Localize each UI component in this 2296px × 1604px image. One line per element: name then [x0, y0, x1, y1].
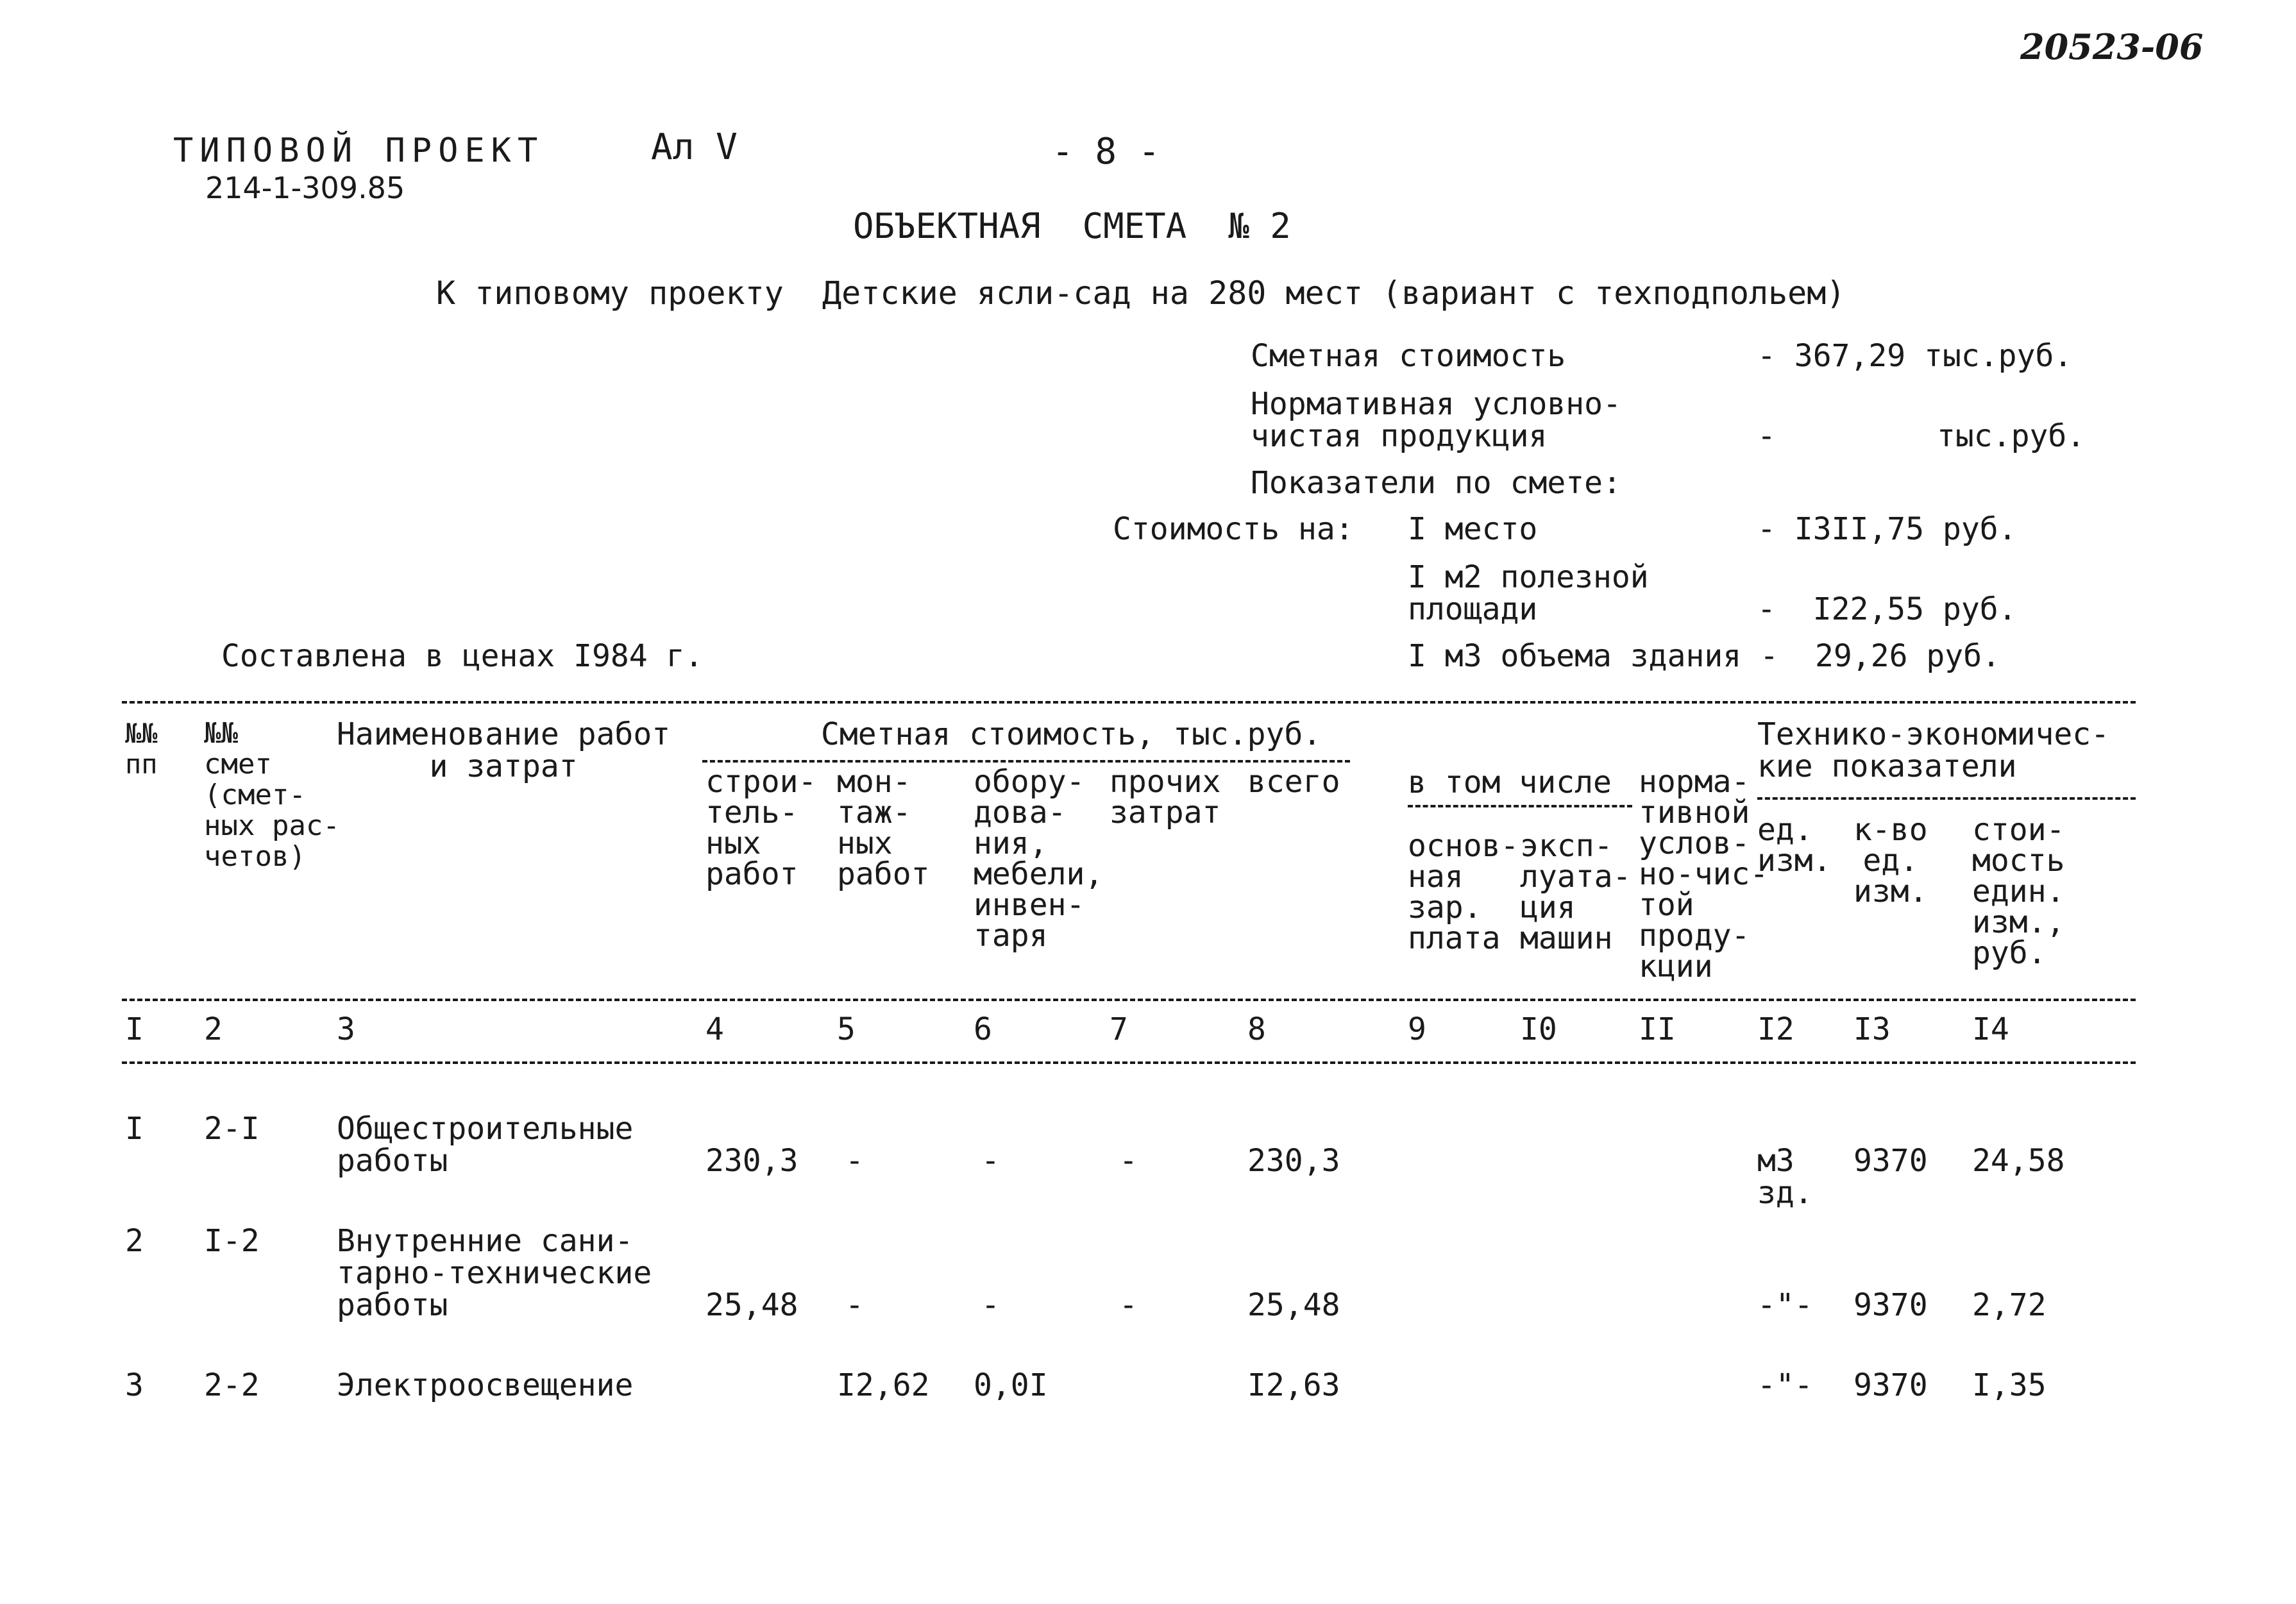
row1-c6: -: [981, 1143, 1000, 1179]
row3-c1: 3: [125, 1367, 144, 1403]
colnum-5: 5: [837, 1011, 856, 1047]
row1-c13: 9370: [1853, 1143, 1928, 1179]
row2-c1: 2: [125, 1223, 144, 1259]
row3-c13: 9370: [1853, 1367, 1928, 1403]
estimated-cost-value: - 367,29 тыс.руб.: [1757, 338, 2073, 374]
row2-c3: Внутренние сани- тарно-технические работы: [337, 1223, 652, 1323]
document-subtitle: К типовому проекту Детские ясли-сад на 280 мест (вариант с техподпольем): [436, 274, 1846, 312]
colnum-14: I4: [1972, 1011, 2009, 1047]
row1-c5: -: [845, 1143, 864, 1179]
per-place-label: I место: [1408, 511, 1538, 547]
colnum-bottom-rule: [122, 1061, 2136, 1064]
header-col7: прочих затрат: [1110, 764, 1221, 831]
per-m2-label: I м2 полезной площади: [1408, 559, 1649, 627]
estimated-cost-label: Сметная стоимость: [1251, 338, 1566, 374]
row2-c13: 9370: [1853, 1287, 1928, 1323]
tech-group-rule: [1757, 797, 2136, 800]
row2-c12: -"-: [1757, 1287, 1813, 1323]
colnum-8: 8: [1247, 1011, 1266, 1047]
row1-c4: 230,3: [705, 1143, 798, 1179]
header-col2: №№ смет (смет- ных рас- четов): [204, 717, 340, 873]
colnum-7: 7: [1110, 1011, 1128, 1047]
row2-c7: -: [1119, 1287, 1138, 1323]
colnum-11: II: [1639, 1011, 1676, 1047]
row3-c14: I,35: [1972, 1367, 2047, 1403]
row3-c5: I2,62: [837, 1367, 930, 1403]
row1-c7: -: [1119, 1143, 1138, 1179]
normative-dash: -: [1757, 418, 1776, 454]
page-number: - 8 -: [1052, 131, 1160, 173]
row1-c2: 2-I: [204, 1111, 260, 1147]
row3-c8: I2,63: [1247, 1367, 1340, 1403]
indicators-label: Показатели по смете:: [1251, 465, 1621, 501]
colnum-6: 6: [974, 1011, 992, 1047]
header-col1: №№ пп: [125, 718, 158, 780]
header-group-tech: Технико-экономичес- кие показатели: [1757, 716, 2110, 784]
colnum-9: 9: [1408, 1011, 1426, 1047]
header-col6: обору- дова- ния, мебели, инвен- таря: [974, 764, 1104, 954]
header-col10: эксп- луата- ция машин: [1520, 828, 1632, 956]
project-label: ТИПОВОЙ ПРОЕКТ: [173, 131, 544, 170]
header-col12: ед. изм.: [1757, 812, 1832, 879]
colnum-12: I2: [1757, 1011, 1794, 1047]
colnum-13: I3: [1853, 1011, 1891, 1047]
row3-c12: -"-: [1757, 1367, 1813, 1403]
row1-c3: Общестроительные работы: [337, 1111, 634, 1179]
row1-c1: I: [125, 1111, 144, 1147]
cost-group-rule: [702, 760, 1350, 763]
row2-c4: 25,48: [705, 1287, 798, 1323]
header-col14: стои- мость един. изм., руб.: [1972, 812, 2065, 971]
corner-code: 20523-06: [2020, 26, 2204, 67]
cost-per-label: Стоимость на:: [1113, 511, 1354, 547]
per-m3-value: 29,26 руб.: [1815, 638, 2000, 674]
header-col13: к-во ед. изм.: [1853, 812, 1928, 909]
per-m2-value: - I22,55 руб.: [1757, 591, 2017, 627]
normative-unit: тыс.руб.: [1937, 418, 2086, 454]
row2-c14: 2,72: [1972, 1287, 2047, 1323]
colnum-10: I0: [1520, 1011, 1557, 1047]
row3-c3: Электроосвещение: [337, 1367, 634, 1403]
document-title: ОБЪЕКТНАЯ СМЕТА № 2: [853, 206, 1291, 246]
per-place-value: - I3II,75 руб.: [1757, 511, 2017, 547]
per-m3-label: I м3 объема здания -: [1408, 638, 1778, 674]
colnum-2: 2: [204, 1011, 223, 1047]
row2-c5: -: [845, 1287, 864, 1323]
normative-label: Нормативная условно- чистая продукция: [1251, 386, 1621, 454]
header-bottom-rule: [122, 999, 2136, 1001]
header-group-cost: Сметная стоимость, тыс.руб.: [821, 716, 1322, 752]
header-col3: Наименование работ и затрат: [337, 716, 671, 784]
table-top-rule: [122, 701, 2136, 704]
project-number: 214-1-309.85: [205, 171, 405, 205]
header-group-incl: в том числе: [1408, 764, 1612, 800]
header-col8: всего: [1247, 764, 1340, 800]
header-col9: основ- ная зар. плата: [1408, 828, 1519, 956]
colnum-3: 3: [337, 1011, 355, 1047]
header-col5: мон- таж- ных работ: [837, 764, 930, 892]
row1-c14: 24,58: [1972, 1143, 2065, 1179]
row3-c2: 2-2: [204, 1367, 260, 1403]
colnum-1: I: [125, 1011, 144, 1047]
incl-group-rule: [1408, 805, 1632, 807]
colnum-4: 4: [705, 1011, 724, 1047]
row2-c2: I-2: [204, 1223, 260, 1259]
row2-c8: 25,48: [1247, 1287, 1340, 1323]
album-label: Ал V: [651, 126, 738, 168]
header-col4: строи- тель- ных работ: [705, 764, 817, 892]
row1-c12: м3 зд.: [1757, 1143, 1813, 1211]
row2-c6: -: [981, 1287, 1000, 1323]
compiled-note: Составлена в ценах I984 г.: [221, 638, 704, 674]
row3-c6: 0,0I: [974, 1367, 1048, 1403]
header-col11: норма- тивной услов- но-чис- той проду- кции: [1639, 764, 1769, 984]
row1-c8: 230,3: [1247, 1143, 1340, 1179]
